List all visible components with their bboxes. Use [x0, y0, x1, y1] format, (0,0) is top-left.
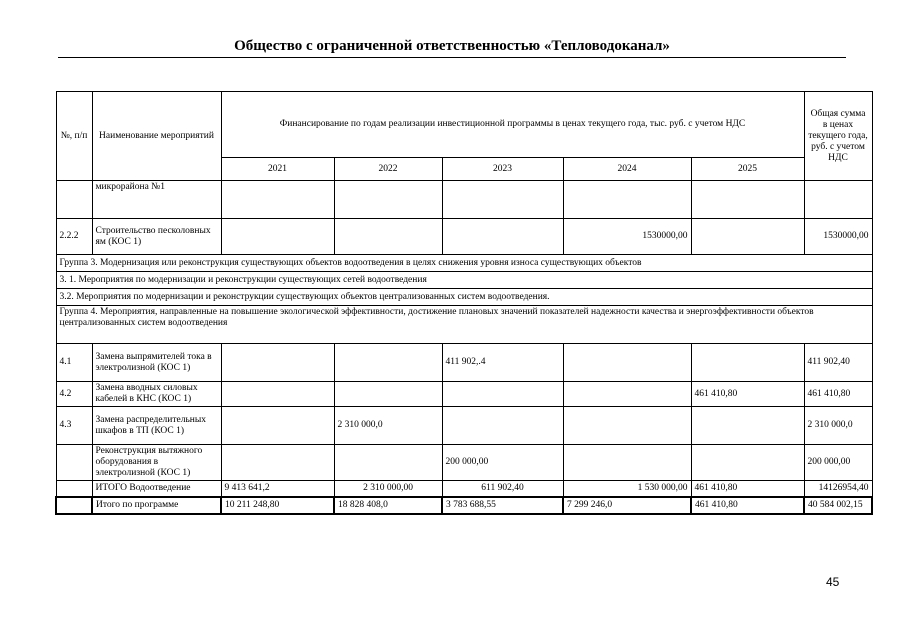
- cell-2024: 7 299 246,0: [563, 497, 691, 514]
- header-year: 2025: [691, 158, 804, 181]
- group-row: [56, 306, 872, 344]
- cell-total: 40 584 002,15: [804, 497, 872, 514]
- cell-num: 4.3: [56, 407, 92, 445]
- cell-total: [804, 181, 872, 219]
- cell-2025: [691, 344, 804, 382]
- cell-2025: 461 410,80: [691, 481, 804, 497]
- header-year: 2024: [563, 158, 691, 181]
- cell-2025: [691, 407, 804, 445]
- cell-name: ИТОГО Водоотведение: [92, 481, 221, 497]
- header-row: [56, 92, 872, 158]
- header-num: №, п/п: [56, 92, 92, 181]
- table-row: [56, 382, 872, 407]
- group-label: Группа 4. Мероприятия, направленные на повышение экологической эффективности, достижение плановых значений показателей надежности качества и энергоэффективности объектов централизованных систем водоотведения: [56, 306, 872, 344]
- cell-num: [56, 497, 92, 514]
- group-row: [56, 272, 872, 289]
- cell-2025: [691, 445, 804, 481]
- cell-2021: [221, 407, 334, 445]
- cell-num: 4.2: [56, 382, 92, 407]
- cell-2023: 611 902,40: [442, 481, 563, 497]
- cell-num: 4.1: [56, 344, 92, 382]
- cell-name: Итого по программе: [92, 497, 221, 514]
- header-total: Общая сумма в ценах текущего года, руб. с учетом НДС: [804, 92, 872, 181]
- table-row: [56, 445, 872, 481]
- cell-name: Замена вводных силовых кабелей в КНС (КОС 1): [92, 382, 221, 407]
- header-year: 2021: [221, 158, 334, 181]
- cell-2022: [334, 344, 442, 382]
- cell-total: 461 410,80: [804, 382, 872, 407]
- cell-2024: [563, 445, 691, 481]
- cell-total: 1530000,00: [804, 219, 872, 255]
- cell-name: Замена распределительных шкафов в ТП (КОС 1): [92, 407, 221, 445]
- cell-2021: 10 211 248,80: [221, 497, 334, 514]
- header-year: 2023: [442, 158, 563, 181]
- cell-2021: [221, 181, 334, 219]
- cell-2024: [563, 382, 691, 407]
- group-label: Группа 3. Модернизация или реконструкция существующих объектов водоотведения в целях снижения уровня износа существующих объектов: [56, 255, 872, 272]
- cell-2025: 461 410,80: [691, 382, 804, 407]
- group-label: 3. 1. Мероприятия по модернизации и реконструкции существующих сетей водоотведения: [56, 272, 872, 289]
- table-row: [56, 407, 872, 445]
- cell-2022: 2 310 000,00: [334, 481, 442, 497]
- header-financing: Финансирование по годам реализации инвестиционной программы в ценах текущего года, тыс. руб. с учетом НДС: [221, 92, 804, 158]
- header-year: 2022: [334, 158, 442, 181]
- cell-total: 14126954,40: [804, 481, 872, 497]
- table-row: [56, 219, 872, 255]
- total-row: [56, 497, 872, 514]
- cell-name: Замена выпрямителей тока в электролизной (КОС 1): [92, 344, 221, 382]
- cell-2022: [334, 382, 442, 407]
- cell-total: 2 310 000,0: [804, 407, 872, 445]
- cell-num: [56, 481, 92, 497]
- cell-total: 411 902,40: [804, 344, 872, 382]
- cell-2021: [221, 219, 334, 255]
- group-row: [56, 289, 872, 306]
- cell-2021: [221, 382, 334, 407]
- cell-2022: 18 828 408,0: [334, 497, 442, 514]
- cell-2025: [691, 181, 804, 219]
- cell-num: [56, 445, 92, 481]
- cell-2023: 411 902,.4: [442, 344, 563, 382]
- title-underline: [58, 57, 846, 58]
- cell-2025: 461 410,80: [691, 497, 804, 514]
- cell-2025: [691, 219, 804, 255]
- cell-2024: 1 530 000,00: [563, 481, 691, 497]
- cell-name: Реконструкция вытяжного оборудования в электролизной (КОС 1): [92, 445, 221, 481]
- group-row: [56, 255, 872, 272]
- cell-2022: [334, 445, 442, 481]
- cell-2023: [442, 181, 563, 219]
- cell-name: микрорайона №1: [92, 181, 221, 219]
- cell-2023: [442, 407, 563, 445]
- cell-2023: [442, 219, 563, 255]
- cell-2021: [221, 445, 334, 481]
- cell-2024: [563, 407, 691, 445]
- cell-2023: 3 783 688,55: [442, 497, 563, 514]
- cell-2022: 2 310 000,0: [334, 407, 442, 445]
- subtotal-row: [56, 481, 872, 497]
- cell-num: 2.2.2: [56, 219, 92, 255]
- table-row: [56, 181, 872, 219]
- cell-num: [56, 181, 92, 219]
- cell-2023: 200 000,00: [442, 445, 563, 481]
- cell-2022: [334, 181, 442, 219]
- cell-2024: [563, 344, 691, 382]
- cell-2024: [563, 181, 691, 219]
- group-label: 3.2. Мероприятия по модернизации и реконструкции существующих объектов централизованных систем водоотведения.: [56, 289, 872, 306]
- cell-2023: [442, 382, 563, 407]
- header-name: Наименование мероприятий: [92, 92, 221, 181]
- cell-name: Строительство песколовных ям (КОС 1): [92, 219, 221, 255]
- cell-2024: 1530000,00: [563, 219, 691, 255]
- document-title: Общество с ограниченной ответственностью «Тепловодоканал»: [234, 38, 670, 54]
- cell-2021: [221, 344, 334, 382]
- investment-program-table: [55, 91, 873, 515]
- cell-2021: 9 413 641,2: [221, 481, 334, 497]
- cell-total: 200 000,00: [804, 445, 872, 481]
- table-row: [56, 344, 872, 382]
- cell-2022: [334, 219, 442, 255]
- page-number: 45: [826, 575, 840, 589]
